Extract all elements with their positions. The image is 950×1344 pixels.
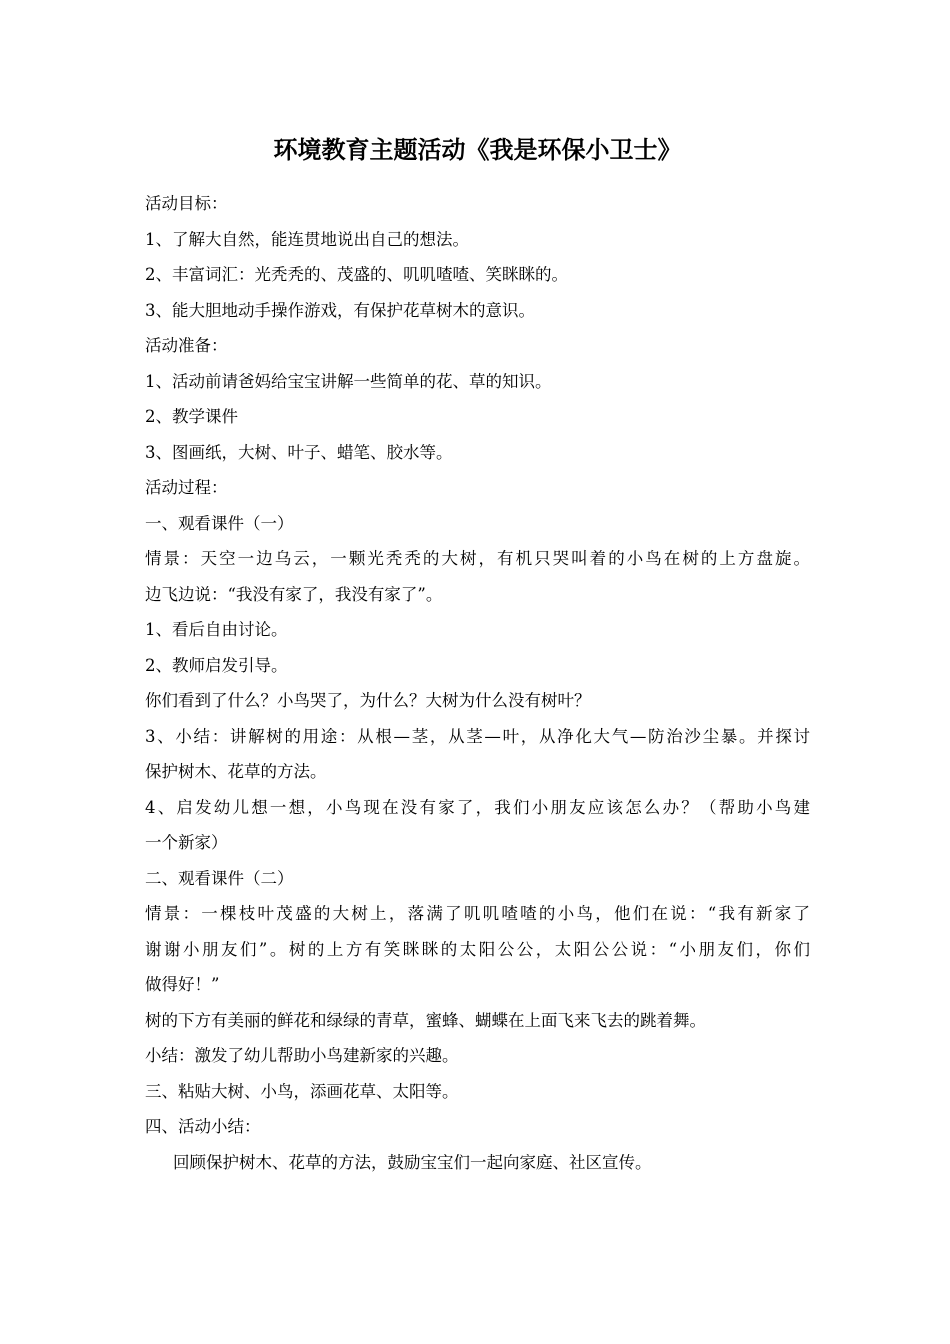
goal-item-1: 1、了解大自然，能连贯地说出自己的想法。	[145, 229, 469, 249]
document-title: 环境教育主题活动《我是环保小卫士》	[273, 135, 682, 164]
scene-2-line-1: 情景：一棵枝叶茂盛的大树上，落满了叽叽喳喳的小鸟，他们在说：“我有新家了	[145, 904, 810, 923]
section-heading-preparation: 活动准备：	[145, 336, 228, 355]
step-1-item-4-line-1: 4、启发幼儿想一想，小鸟现在没有家了，我们小朋友应该怎么办？（帮助小鸟建	[145, 797, 810, 817]
scene-1-line-1: 情景：天空一边乌云，一颗光秃秃的大树，有机只哭叫着的小鸟在树的上方盘旋。	[145, 549, 810, 568]
scene-2-line-2: 谢谢小朋友们”。树的上方有笑眯眯的太阳公公，太阳公公说：“小朋友们，你们	[145, 939, 810, 959]
preparation-item-3: 3、图画纸，大树、叶子、蜡笔、胶水等。	[145, 442, 453, 462]
scene-2-line-4: 树的下方有美丽的鲜花和绿绿的青草，蜜蜂、蝴蝶在上面飞来飞去的跳着舞。	[145, 1010, 706, 1030]
step-1-item-1: 1、看后自由讨论。	[145, 620, 288, 639]
goal-item-3: 3、能大胆地动手操作游戏，有保护花草树木的意识。	[145, 300, 535, 320]
scene-1-line-2: 边飞边说：“我没有家了，我没有家了”。	[145, 584, 443, 604]
step-2-summary: 小结：激发了幼儿帮助小鸟建新家的兴趣。	[145, 1046, 459, 1065]
section-heading-process: 活动过程：	[145, 478, 228, 497]
step-1-item-4-line-2: 一个新家）	[145, 833, 228, 852]
preparation-item-2: 2、教学课件	[145, 407, 238, 426]
step-4-summary: 回顾保护树木、花草的方法，鼓励宝宝们一起向家庭、社区宣传。	[173, 1152, 652, 1172]
document-page	[145, 128, 810, 1180]
process-step-3-heading: 三、粘贴大树、小鸟，添画花草、太阳等。	[145, 1081, 459, 1101]
goal-item-2: 2、丰富词汇：光秃秃的、茂盛的、叽叽喳喳、笑眯眯的。	[145, 265, 568, 284]
section-heading-goals: 活动目标：	[145, 194, 228, 213]
step-1-item-3-line-1: 3、小结：讲解树的用途：从根—茎，从茎—叶，从净化大气—防治沙尘暴。并探讨	[145, 726, 810, 746]
scene-2-line-3: 做得好！”	[145, 975, 220, 994]
process-step-1-heading: 一、观看课件（一）	[145, 513, 294, 533]
step-1-item-2: 2、教师启发引导。	[145, 655, 288, 675]
process-step-4-heading: 四、活动小结：	[145, 1117, 261, 1136]
process-step-2-heading: 二、观看课件（二）	[145, 868, 294, 888]
step-1-questions: 你们看到了什么？小鸟哭了，为什么？大树为什么没有树叶？	[145, 691, 591, 710]
preparation-item-1: 1、活动前请爸妈给宝宝讲解一些简单的花、草的知识。	[145, 371, 552, 391]
step-1-item-3-line-2: 保护树木、花草的方法。	[145, 762, 327, 781]
